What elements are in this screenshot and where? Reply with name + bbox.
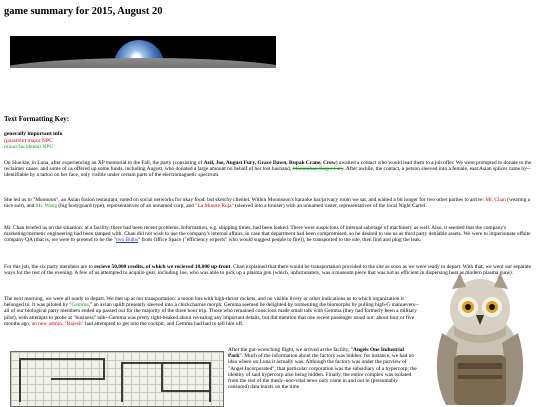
payment-terms: recieve 50,000 credits, of which we recieved 10,000 up-front [94, 264, 231, 270]
paragraph-briefing: Mr. Chan briefed us on the situation: at a facility, there had been recent problems. Information, e.g. shipping times, had been leaked. There were suspicions of internal sabotage of machinery as well. Also, it seemed that the company's marketing/memetic engineering had been tamped with. Chan did not wish to use the company's internal affairs, in case that department had been compromised, so he desired to use us as third party deniable assets. We were to impersonate offsite company QA (that is, we were to pretend to be the "two Bulbs" from Office Space ("efficiency experts" who would suggest people to fire)), be transported to the site, then find and plug the leak. [4, 225, 531, 244]
paragraph-transport: The next morning, we were all ready to depart. We met up at our transportation: a moon bus with high-thrust rockets, and no visible livery or other indications as to which organization it belonged to. It was piloted by "Gemma," an avian uplift presently sleeved into a chickcharnie morph. Gemma seemed be delighted by tormenting the biomorphs by pulling high-G manuevers--all of our biological party members ended up passed out for the majority of the three hour trip. Those who remained conscious made small talk with Gemma (they had formerly been a military pilot), with attempts to probe at "business" talk--Gemma was pretty tight-beaked about revealing any important details, but did mention that one recent passenger stood out: about four or five months ago, an new admin, "Rajesh" had attempted to get into the cockpit, and Gemma had had to tell him off. [4, 296, 419, 327]
npc-rajesh: an new admin, "Rajesh" [31, 320, 84, 327]
lunar-surface-graphic [10, 58, 276, 68]
paragraph-facility: After the gut-wrenching flight, we arrived at the facility, "Angels One Industrial Park". Much of the information about the factory was hidden: for instance, we had no idea where on Luna it actually was. Although the factory was under the purview of "Angel Incorporated", that particular corporation was the subsidiary of a hypercorp; the identity of said hypercorp also being hidden. Finally, the entire complex was isolated from the rest of the mesh--non-vital news only came in and out in (presumably censored) data bursts on the time [228, 347, 417, 391]
map-wall [209, 362, 211, 402]
map-wall [161, 362, 163, 392]
earthrise-banner-image [10, 36, 276, 68]
paragraph-restaurant: She led us to "Moonoon", an Asian fusion restaurant, noted on social networks for okay food, but sketchy clientel. Within Moonsoon's karaoke bar/privacy room we sat, and waited a bit longer for two other parties to arrive: Mr. Chan (wearing a nice suit), and Mr. Wang (big bodyguard type), representatives of an unnamed corp; and "La Muerte Roja" (sleeved into a bruiser) with an unnamed ruster, representatives of the local Night Cartel. [4, 197, 531, 210]
party-members: Azil, Joe, August Fury, Grace Dawn, Rupak Crane, Crow [203, 160, 336, 166]
format-key-legend [4, 131, 62, 151]
map-wall [121, 362, 211, 364]
page-title: game summary for 2015, August 20 [4, 6, 163, 17]
owl-character-portrait [424, 263, 536, 405]
key-title: Text Formatting Key: [4, 115, 70, 123]
map-wall [51, 378, 105, 380]
map-wall [19, 358, 21, 402]
npc-mr-chan: Mr. Chan [485, 197, 506, 203]
map-wall [161, 390, 209, 392]
key-item-minor-npc: minor/incidental NPC [4, 144, 54, 151]
npc-la-muerte-roja: "La Muerte Roja" [195, 203, 234, 210]
npc-maximilian: Maximilian Roger Fury [292, 166, 344, 173]
map-wall [103, 358, 105, 378]
map-wall [121, 362, 123, 402]
npc-mr-wang: Mr. Wang [35, 203, 58, 210]
key-item-major-npc: (possible) major NPC [4, 137, 53, 144]
npc-gemma: Gemma [71, 302, 89, 309]
paragraph-arrival: On Shackle, in Luna, after experiencing an XP memorial to the Fall, the party (consisting of Azil, Joe, August Fury, Grace Dawn, Rupak Crane, Crow) awaited a contact who would lead them to a job offer. We were prompted to donate to the reclaimer cause, and some of us offered up some funds, including August, who donated a large amount on behalf of her lost husband, Maximilian Roger Fury. After awhile, the contact, a person sleeved into a female, east Asian splicer came by--identifiable by a tattoo on her face, only visible under certain parts of the electromagnetic spectrum. [4, 160, 532, 179]
facility-map-image [10, 351, 224, 407]
two-bulbs-link[interactable]: two Bulbs [116, 237, 139, 244]
paragraph-payment: For this job, the six party members are to recieve 50,000 credits, of which we recieved 10,000 up-front. Chan explained that there would be transportation provided to the site as soon as we were ready to depart. With that, we went our separate ways for the rest of the evening. A few of us attempted to acquire gear, including Joe, who was able to pick up a plasma gun (which, unfortunately, was a museum piece that was not as efficient in dispersing heat as modern plasma guns). [4, 264, 532, 277]
owl-illustration [424, 263, 536, 405]
map-grid [11, 352, 223, 406]
facility-name: Angels One Industrial Park [228, 347, 404, 360]
key-item-important: generally important info [4, 131, 63, 137]
map-wall [19, 358, 105, 360]
